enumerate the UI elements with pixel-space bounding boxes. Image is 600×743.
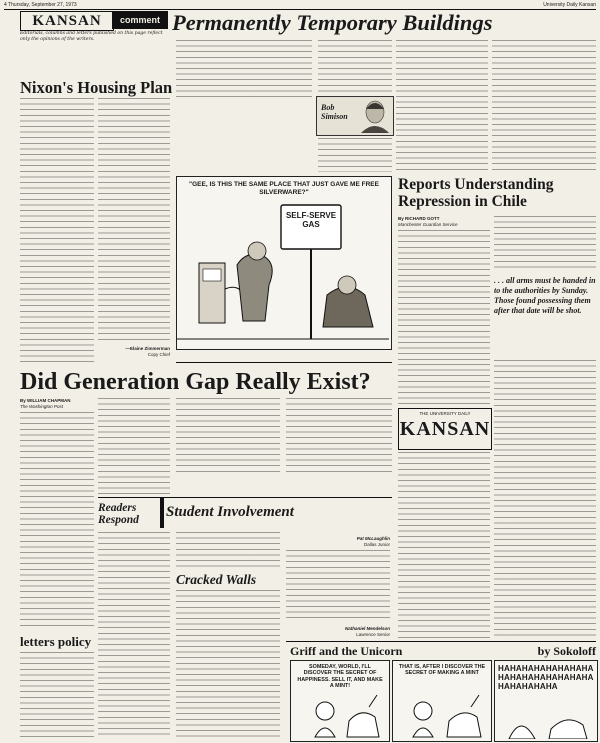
- kansan-nameplate-small-line: THE UNIVERSITY DAILY: [419, 411, 471, 416]
- chile-credit: Manchester Guardian Service: [398, 222, 458, 227]
- student-column-2: [176, 532, 280, 568]
- headline-griff-unicorn: Griff and the Unicorn: [290, 644, 403, 658]
- headline-letters-policy: letters policy: [20, 634, 92, 649]
- buildings-column-4: [492, 40, 596, 172]
- headline-chile: Reports Understanding Repression in Chile: [398, 176, 554, 210]
- section-rule-letters: [98, 497, 392, 498]
- columnist-photo-box: [316, 96, 394, 136]
- nixon-signoff-name: —Elaine Zimmerman: [125, 346, 170, 351]
- headline-readers-respond: Readers Respond: [98, 502, 139, 526]
- kansan-nameplate-box: [398, 408, 492, 450]
- columnist-portrait: [359, 99, 391, 133]
- headline-temporary-buildings: Permanently Temporary Buildings: [172, 10, 493, 35]
- section-rule-comic: [286, 641, 596, 642]
- nixon-column-1: [20, 98, 94, 363]
- columnist-last-name: Simison: [321, 112, 348, 121]
- headline-cracked-walls: Cracked Walls: [176, 572, 257, 587]
- headline-student-involvement: Student Involvement: [166, 504, 294, 520]
- generation-byline: By WILLIAM CHAPMAN: [20, 398, 71, 403]
- cartoon-sign-text: SELF-SERVE GAS: [285, 211, 337, 229]
- letters-policy-column: [20, 652, 94, 738]
- chile-column-3: [494, 360, 596, 640]
- masthead-date: 4 Thursday, September 27, 1973: [4, 2, 77, 8]
- chile-pull-quote: . . . all arms must be handed in to the authorities by Sunday. Those found possessing them after that date will be shot.: [494, 276, 596, 315]
- readers-respond-divider: [160, 498, 164, 528]
- comic-panel-3-drawing: [495, 705, 595, 739]
- cartoon-self-serve-gas: [176, 176, 392, 350]
- generation-column-1: [20, 412, 94, 630]
- kansan-comment-logo: [20, 11, 168, 29]
- columnist-first-name: Bob: [321, 103, 335, 112]
- comic-panel-1-drawing: [291, 691, 387, 739]
- generation-column-4: [286, 398, 392, 474]
- comic-panel-2-drawing: [393, 691, 489, 739]
- buildings-column-2b: [318, 138, 392, 172]
- section-rule-cartoon: [176, 362, 392, 363]
- cracked-column-1: [176, 590, 280, 738]
- masthead-paper-name: University Daily Kansan: [543, 2, 596, 8]
- generation-column-3: [176, 398, 280, 474]
- chile-column-1: [398, 230, 490, 360]
- cracked-signature-2: Lawrence Senior: [356, 632, 390, 637]
- headline-generation-gap: Did Generation Gap Really Exist?: [20, 369, 371, 395]
- comic-author: by Sokoloff: [537, 644, 596, 658]
- comic-panel-2: [392, 660, 492, 742]
- buildings-column-1: [176, 40, 312, 100]
- student-signature: Pat McLaughlin: [356, 536, 390, 541]
- comic-panel-1: [290, 660, 390, 742]
- kansan-nameplate-word: KANSAN: [399, 418, 491, 440]
- cracked-signature-1: Nathaniel Mendelson: [344, 626, 390, 631]
- comic-panel-3: [494, 660, 598, 742]
- chile-column-1b: [398, 364, 490, 404]
- comic-panel-1-text: SOMEDAY, WORLD, I'LL DISCOVER THE SECRET OF HAPPINESS. SELL IT, AND MAKE A MINT!: [297, 664, 383, 690]
- comment-logo-word: comment: [112, 11, 168, 29]
- kansan-logo-word: KANSAN: [20, 11, 114, 31]
- comic-panel-2-text: THAT IS, AFTER I DISCOVER THE SECRET OF MAKING A MINT: [398, 664, 486, 677]
- buildings-column-3: [396, 40, 488, 172]
- student-signature-role: Dallas Junior: [363, 542, 390, 547]
- editorial-policy-note: Editorials, columns and letters published on this page reflect only the opinions of the writers.: [20, 31, 163, 42]
- student-column-3: [286, 550, 390, 622]
- nixon-signoff-role: Copy Chief: [147, 352, 170, 357]
- student-column-1: [98, 532, 170, 738]
- cartoon-caption: "GEE, IS THIS THE SAME PLACE THAT JUST GAVE ME FREE SILVERWARE?": [189, 181, 379, 196]
- chile-column-2: [494, 216, 596, 270]
- nixon-column-2: [98, 98, 170, 343]
- headline-nixon-housing: Nixon's Housing Plan: [20, 78, 173, 97]
- generation-column-2: [98, 398, 170, 494]
- staff-box-column: [398, 452, 490, 640]
- generation-credit: The Washington Post: [20, 404, 63, 409]
- buildings-column-2: [318, 40, 392, 92]
- chile-byline: By RICHARD GOTT: [398, 216, 440, 221]
- comic-panel-3-laughter: HAHAHAHAHAHAHAHAHAHAHAHAHAHAHAHAHAHAHAHAHA: [498, 664, 594, 691]
